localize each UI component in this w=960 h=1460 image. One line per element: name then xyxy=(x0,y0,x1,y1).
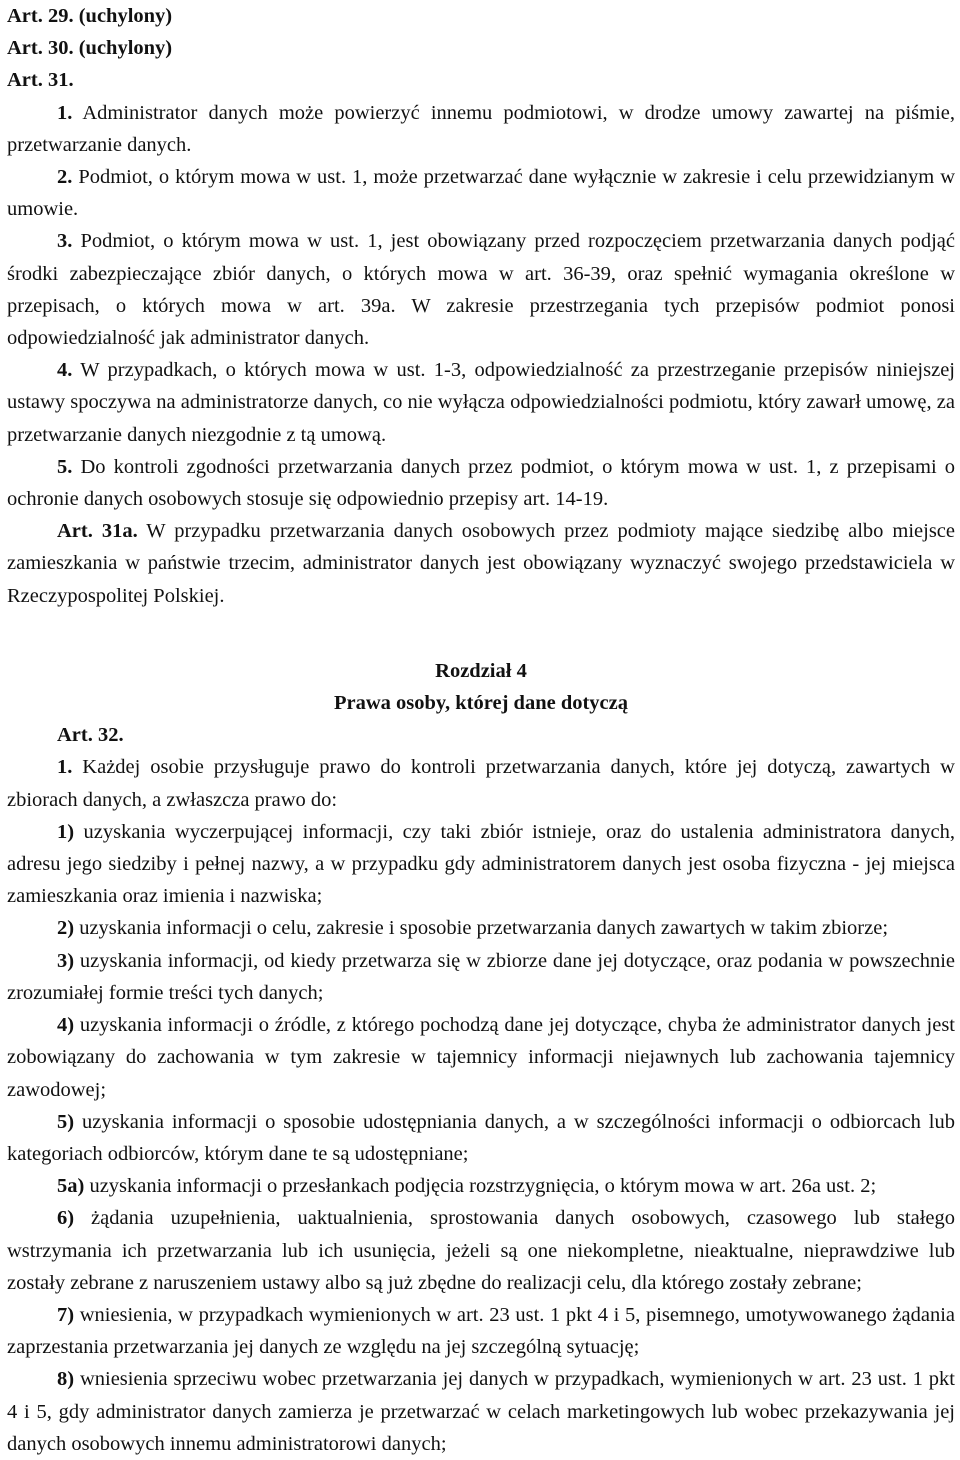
art32-item-text: uzyskania informacji o źródle, z którego pochodzą dane jej dotyczące, chyba że administrator danych jest zobowiązany do zachowania w tym zakresie w tajemnicy informacji niejawnych lub zachowania tajemnicy zawodowej; xyxy=(7,1014,955,1101)
art32-item-num: 6) xyxy=(57,1207,75,1230)
art30-heading: Art. 30. (uchylony) xyxy=(7,37,173,60)
art32-item-num: 8) xyxy=(57,1368,75,1391)
art31-para-1 xyxy=(7,97,955,161)
art32-item-text: wniesienia, w przypadkach wymienionych w art. 23 ust. 1 pkt 4 i 5, pisemnego, umotywowanego żądania zaprzestania przetwarzania jej danych ze względu na jej szczególną sytuację; xyxy=(7,1303,955,1359)
art31-para-5-text: Do kontroli zgodności przetwarzania danych przez podmiot, o którym mowa w ust. 1, z przepisami o ochronie danych osobowych stosuje się odpowiednio przepisy art. 14-19. xyxy=(7,455,955,511)
art32-item-text: uzyskania informacji o sposobie udostępniania danych, a w szczególności informacji o odbiorcach lub kategoriach odbiorców, którym dane te są udostępniane; xyxy=(7,1110,955,1165)
art31a-text: W przypadku przetwarzania danych osobowych przez podmioty mające siedzibę albo miejsce zamieszkania w państwie trzecim, administrator danych jest obowiązany wyznaczyć swojego przedstawiciela w Rzeczypospolitej Polskiej. xyxy=(7,520,955,607)
art32-item xyxy=(7,945,955,1009)
art32-heading: Art. 32. xyxy=(57,724,124,747)
art32-item xyxy=(7,1299,955,1363)
art31-para-2 xyxy=(7,161,955,225)
art32-item xyxy=(7,816,955,913)
art31-para-4-text: W przypadkach, o których mowa w ust. 1-3, odpowiedzialność za przestrzeganie przepisów niniejszej ustawy spoczywa na administratorze danych, co nie wyłącza odpowiedzialności podmiotu, który zawarł umowę, za przetwarzanie danych niezgodnie z tą umową. xyxy=(7,359,955,446)
art32-item-num: 2) xyxy=(57,917,75,940)
art32-item xyxy=(7,1009,955,1106)
art31a-label: Art. 31a. xyxy=(57,520,138,543)
art32-item-text: wniesienia sprzeciwu wobec przetwarzania jej danych w przypadkach, wymienionych w art. 23 ust. 1 pkt 4 i 5, gdy administrator danych zamierza je przetwarzać w celach marketingowych lub wobec przekazywania jej danych osobowych innemu administratorowi danych; xyxy=(7,1368,955,1455)
art32-item xyxy=(7,1363,955,1460)
chapter-subtitle: Prawa osoby, której dane dotyczą xyxy=(333,692,628,715)
art32-item-num: 3) xyxy=(57,949,75,972)
art32-item-text: uzyskania informacji o przesłankach podjęcia rozstrzygnięcia, o którym mowa w art. 26a ust. 2; xyxy=(84,1175,877,1198)
art31-para-3-num: 3. xyxy=(57,230,73,253)
art31-para-2-text: Podmiot, o którym mowa w ust. 1, może przetwarzać dane wyłącznie w zakresie i celu przewidzianym w umowie. xyxy=(7,166,955,221)
chapter-title: Rozdział 4 xyxy=(435,659,527,682)
art31-para-4-num: 4. xyxy=(57,359,73,382)
art32-para-1 xyxy=(7,751,955,815)
art31-para-1-num: 1. xyxy=(57,101,73,124)
art32-item xyxy=(7,1106,955,1170)
art32-item xyxy=(7,1170,955,1202)
section-gap xyxy=(7,612,955,655)
art31-para-5-num: 5. xyxy=(57,455,73,478)
art31-para-4 xyxy=(7,354,955,451)
art32-item-num: 7) xyxy=(57,1303,75,1326)
art32-item xyxy=(7,912,955,944)
art31-para-3-text: Podmiot, o którym mowa w ust. 1, jest obowiązany przed rozpoczęciem przetwarzania danych podjąć środki zabezpieczające zbiór danych, o których mowa w art. 36-39, oraz spełnić wymagania określone w przepisach, o których mowa w art. 39a. W zakresie przestrzegania tych przepisów podmiot ponosi odpowiedzialność jak administrator danych. xyxy=(7,230,955,350)
art32-item xyxy=(7,1202,955,1299)
art32-item-text: uzyskania wyczerpującej informacji, czy taki zbiór istnieje, oraz do ustalenia administratora danych, adresu jego siedziby i pełnej nazwy, a w przypadku gdy administratorem danych jest osoba fizyczna - jej miejsca zamieszkania oraz imienia i nazwiska; xyxy=(7,820,955,908)
art32-item-text: żądania uzupełnienia, uaktualnienia, sprostowania danych osobowych, czasowego lub stałego wstrzymania ich przetwarzania lub ich usunięcia, jeżeli są one niekompletne, nieaktualne, nieprawdziwe lub zostały zebrane z naruszeniem ustawy albo są już zbędne do realizacji celu, dla którego zostały zebrane; xyxy=(7,1207,955,1294)
art31-para-1-text: Administrator danych może powierzyć innemu podmiotowi, w drodze umowy zawartej na piśmie, przetwarzanie danych. xyxy=(7,101,955,156)
art31-para-3 xyxy=(7,225,955,354)
art32-item-num: 1) xyxy=(57,820,75,843)
document-page xyxy=(7,0,955,1460)
art31-heading: Art. 31. xyxy=(7,69,74,92)
art32-para-1-num: 1. xyxy=(57,756,73,779)
art32-item-num: 4) xyxy=(57,1014,75,1037)
art32-item-text: uzyskania informacji o celu, zakresie i sposobie przetwarzania danych zawartych w takim zbiorze; xyxy=(74,917,889,940)
art31a-para xyxy=(7,515,955,612)
art31-para-2-num: 2. xyxy=(57,166,73,189)
art32-item-text: uzyskania informacji, od kiedy przetwarza się w zbiorze dane jej dotyczące, oraz podania w powszechnie zrozumiałej formie treści tych danych; xyxy=(7,949,955,1004)
art29-heading: Art. 29. (uchylony) xyxy=(7,5,173,27)
art32-para-1-text: Każdej osobie przysługuje prawo do kontroli przetwarzania danych, które jej dotyczą, zawartych w zbiorach danych, a zwłaszcza prawo do: xyxy=(7,756,955,811)
art31-para-5 xyxy=(7,451,955,515)
art32-item-num: 5) xyxy=(57,1110,75,1133)
art32-item-num: 5a) xyxy=(57,1175,85,1198)
